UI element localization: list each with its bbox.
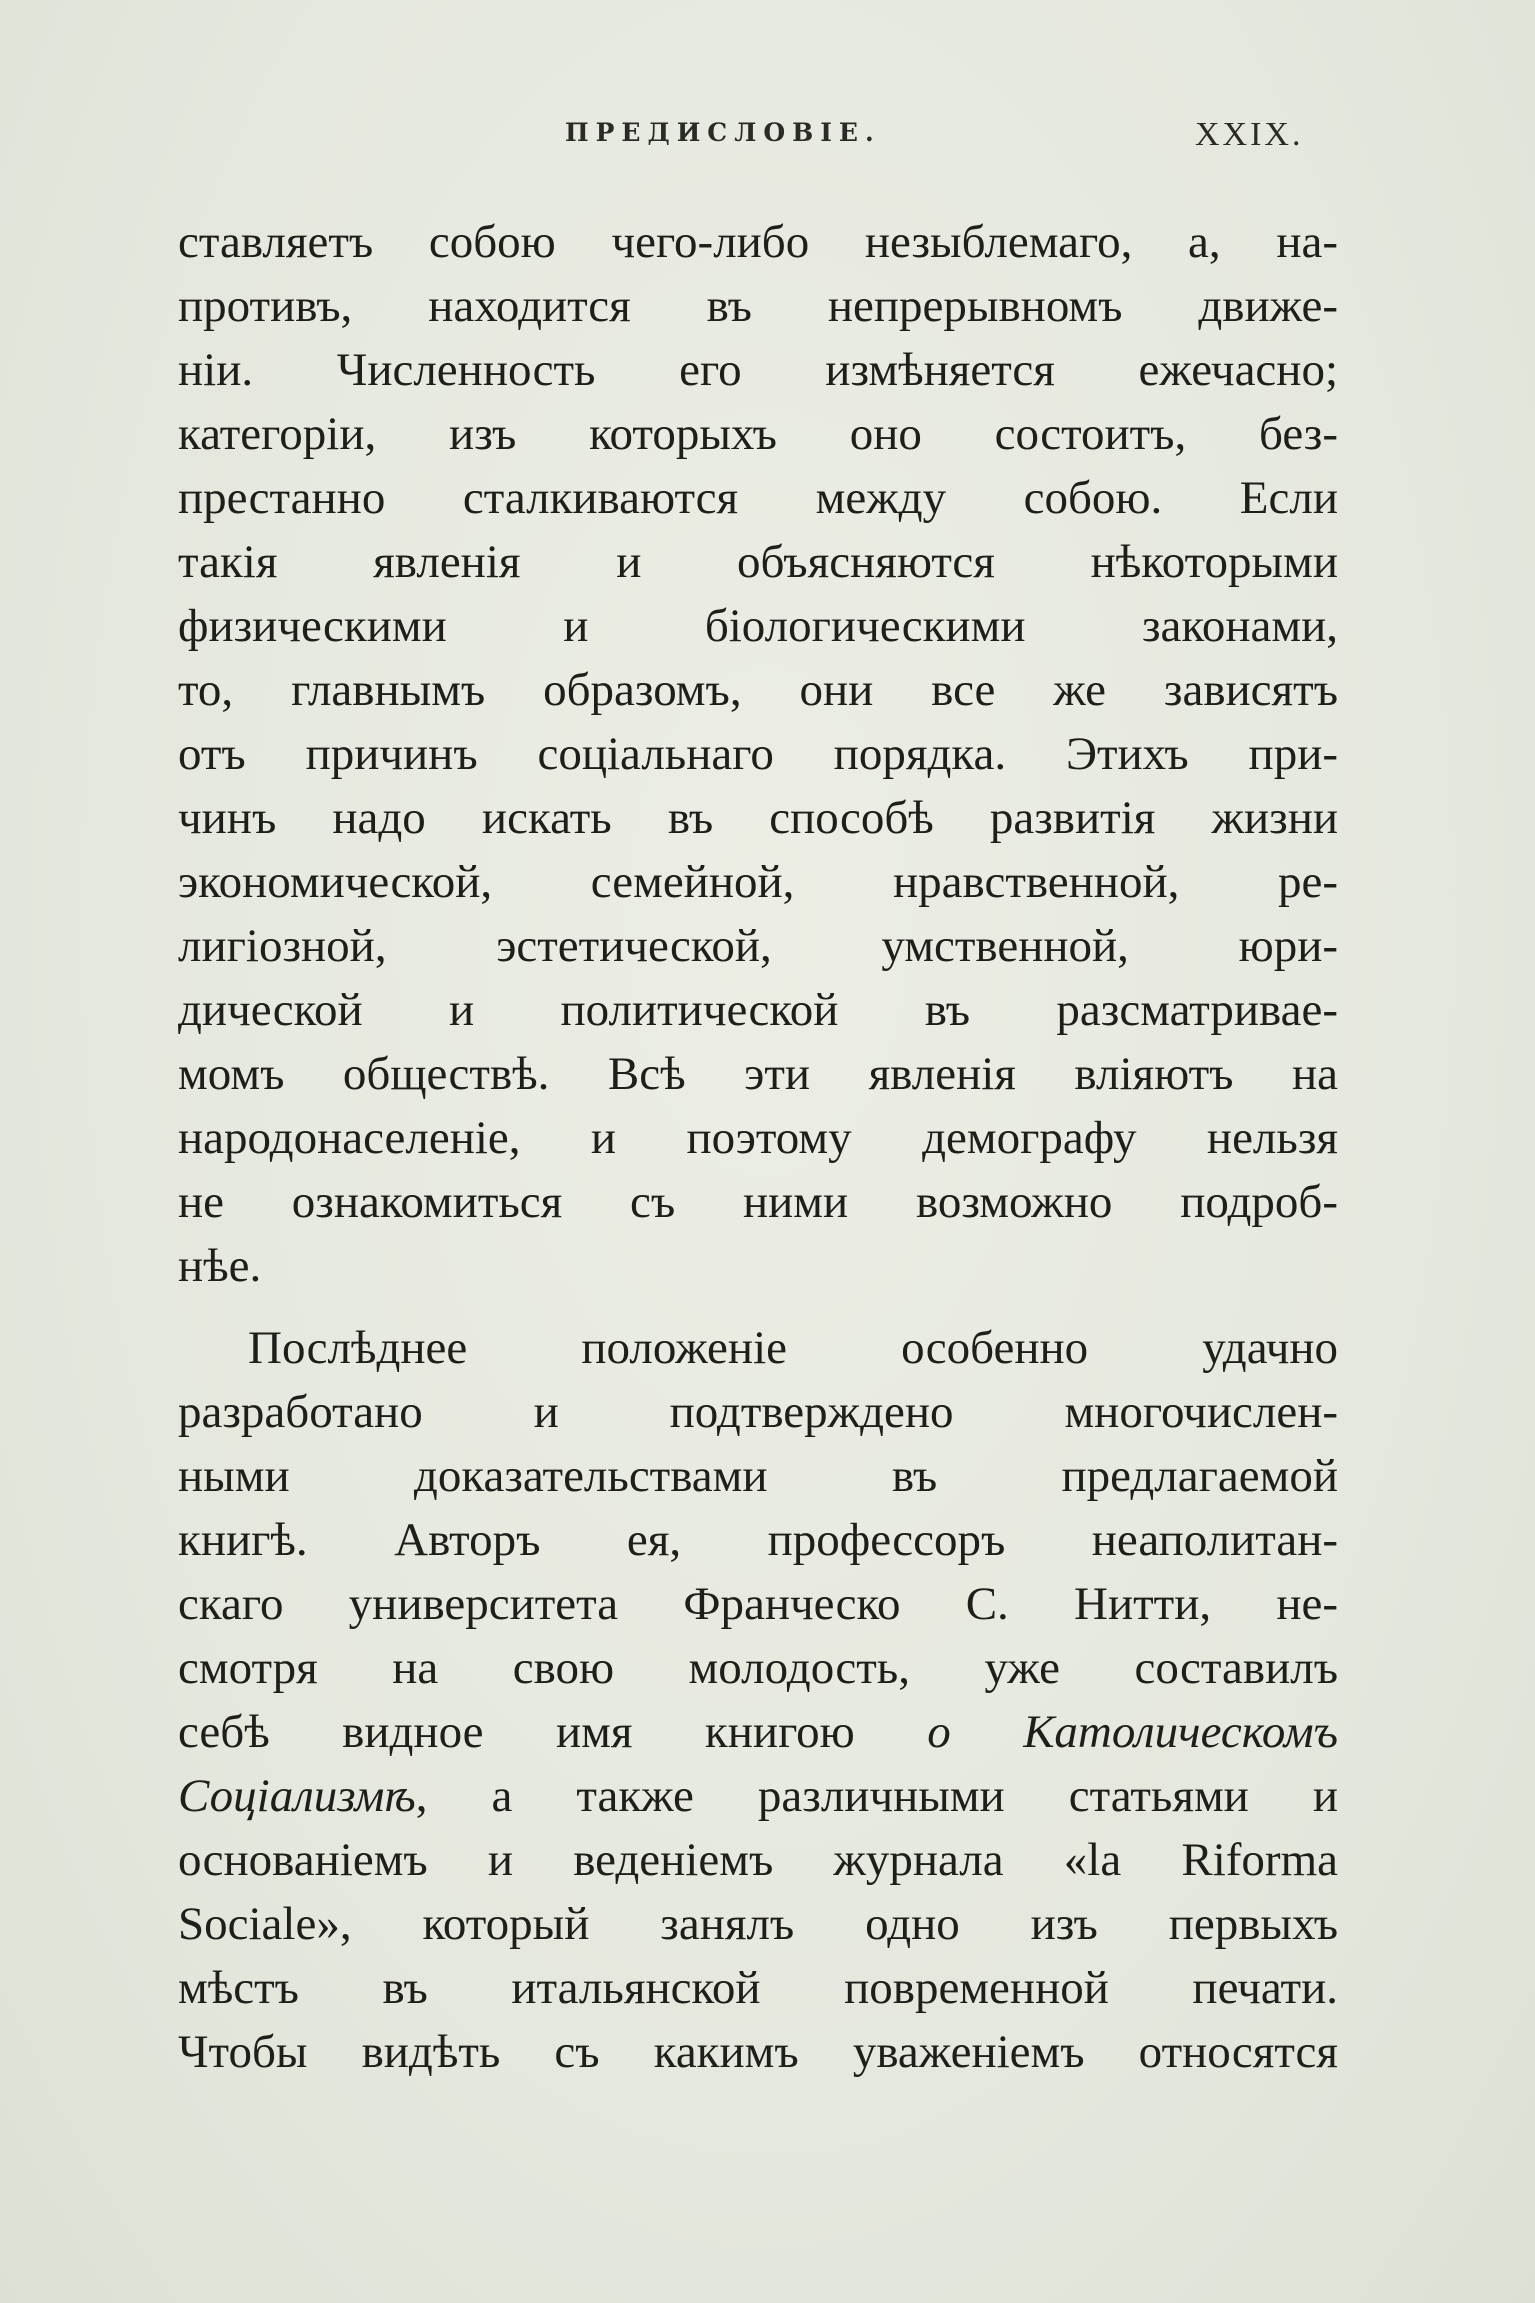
text-segment: себѣ видное имя книгою: [178, 1706, 928, 1758]
text-line: [178, 1764, 1338, 1828]
text-line: не ознакомиться съ ними возможно подроб-: [178, 1176, 1338, 1228]
text-line: смотря на свою молодость, уже составилъ: [178, 1642, 1338, 1694]
text-line: отъ причинъ соціальнаго порядка. Этихъ при-: [178, 728, 1338, 780]
book-title-italic: Соціализмѣ: [178, 1770, 416, 1822]
book-title-italic: о Католическомъ: [927, 1706, 1338, 1758]
text-line: престанно сталкиваются между собою. Если: [178, 472, 1338, 524]
paragraph-1: [178, 210, 1338, 1298]
text-line: то, главнымъ образомъ, они все же зависятъ: [178, 664, 1338, 716]
text-line: [178, 1700, 1338, 1764]
text-line: основаніемъ и веденіемъ журнала «la Riforma: [178, 1834, 1338, 1886]
text-line: разработано и подтверждено многочислен-: [178, 1386, 1338, 1438]
text-line: чинъ надо искать въ способѣ развитія жизни: [178, 792, 1338, 844]
text-line: лигіозной, эстетической, умственной, юри-: [178, 920, 1338, 972]
text-line: такія явленія и объясняются нѣкоторыми: [178, 536, 1338, 588]
page-header: [0, 118, 1535, 158]
text-line: Послѣднее положеніе особенно удачно: [248, 1322, 1338, 1374]
page-number: XXIX.: [1195, 116, 1304, 153]
text-segment: , а также различными статьями и: [415, 1770, 1338, 1822]
paragraph-gap: [178, 1298, 1338, 1316]
text-line: скаго университета Франческо С. Нитти, не-: [178, 1578, 1338, 1630]
text-line: противъ, находится въ непрерывномъ движе-: [178, 280, 1338, 332]
text-line: категоріи, изъ которыхъ оно состоитъ, без-: [178, 408, 1338, 460]
text-line: Sociale», который занялъ одно изъ первыхъ: [178, 1898, 1338, 1950]
text-line: народонаселеніе, и поэтому демографу нельзя: [178, 1112, 1338, 1164]
body-text: [178, 210, 1338, 2084]
text-line: книгѣ. Авторъ ея, профессоръ неаполитан-: [178, 1514, 1338, 1566]
paragraph-2: [178, 1316, 1338, 2084]
text-line: ставляетъ собою чего-либо незыблемаго, а, на-: [178, 216, 1338, 268]
text-line: ными доказательствами въ предлагаемой: [178, 1450, 1338, 1502]
text-line: экономической, семейной, нравственной, ре-: [178, 856, 1338, 908]
running-title: ПРЕДИСЛОВІЕ.: [565, 118, 881, 147]
text-line: физическими и біологическими законами,: [178, 600, 1338, 652]
text-line: момъ обществѣ. Всѣ эти явленія вліяютъ на: [178, 1048, 1338, 1100]
text-line: нѣе.: [178, 1240, 262, 1292]
text-line: ніи. Численность его измѣняется ежечасно;: [178, 344, 1338, 396]
text-line: мѣстъ въ итальянской повременной печати.: [178, 1962, 1338, 2014]
text-line: дической и политической въ разсматривае-: [178, 984, 1338, 1036]
text-line: Чтобы видѣть съ какимъ уваженіемъ относятся: [178, 2026, 1338, 2078]
